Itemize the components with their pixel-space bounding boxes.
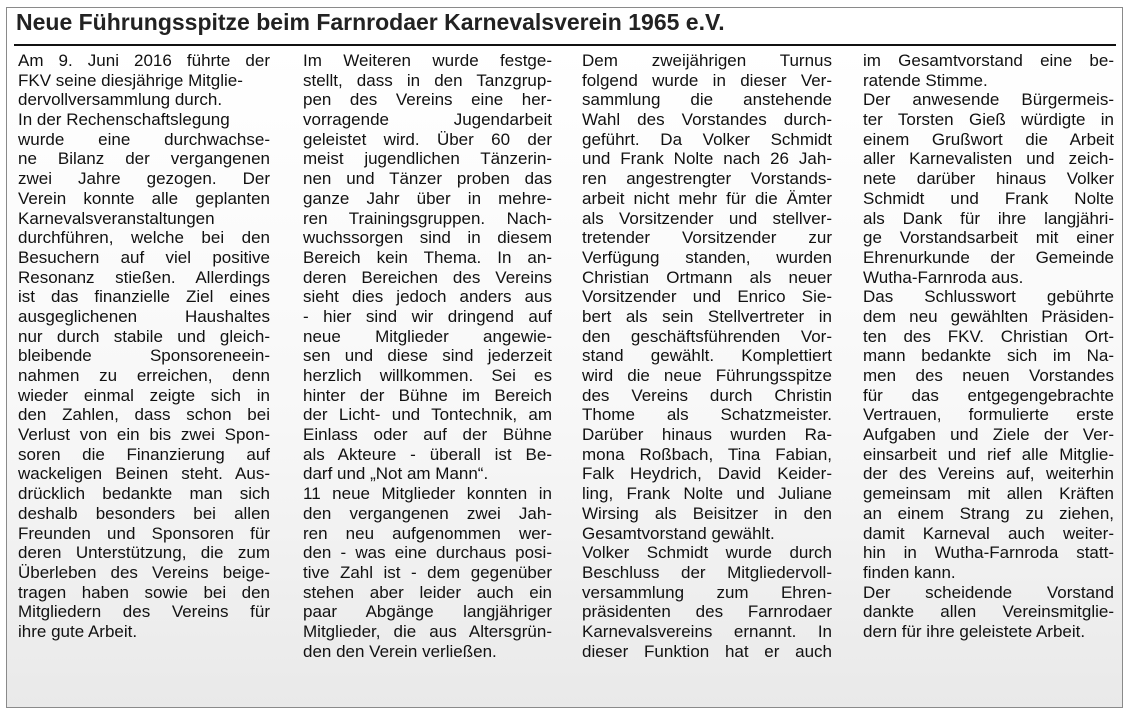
text-line: ihre gute Arbeit.	[18, 621, 138, 641]
text-line: ganze Jahr über in mehre-	[303, 188, 552, 208]
text-line: Falk Heydrich, David Keider-	[582, 464, 832, 484]
text-line: nur durch stabile und gleich-	[18, 326, 270, 346]
text-line: Das Schlusswort gebührte	[863, 287, 1114, 307]
text-line: Wirsing als Beisitzer in den	[582, 503, 832, 523]
text-line: Wutha-Farnroda aus.	[863, 267, 1024, 287]
text-line: ratende Stimme.	[863, 70, 988, 90]
text-line: Im Weiteren wurde festge-	[303, 51, 552, 70]
text-line: Dem zweijährigen Turnus	[582, 51, 832, 70]
text-line: deren Unterstützung, die zum	[18, 543, 270, 563]
text-line: des Vereins durch Christin	[582, 385, 832, 405]
text-line: drücklich bedankte man sich	[18, 484, 270, 504]
text-line: 11 neue Mitglieder konnten in	[303, 484, 552, 504]
text-line: einem Grußwort die Arbeit	[863, 129, 1114, 149]
text-line: hin in Wutha-Farnroda statt-	[863, 543, 1114, 563]
text-line: pen des Vereins eine her-	[303, 90, 552, 110]
text-line: paar Abgänge langjähriger	[303, 602, 552, 622]
text-line: als Akteure - überall ist Be-	[303, 444, 552, 464]
text-line: In der Rechenschaftslegung	[18, 110, 230, 130]
text-line: wird die neue Führungsspitze	[582, 366, 832, 385]
text-line: ausgeglichenen Haushaltes	[18, 306, 270, 326]
text-line: ge Vorstandsarbeit mit einer	[863, 228, 1114, 248]
article-column-2	[303, 51, 552, 661]
text-line: Mitgliedern des Vereins für	[18, 602, 270, 622]
text-line: Der scheidende Vorstand	[863, 582, 1114, 602]
text-line: folgend wurde in dieser Ver-	[582, 70, 832, 90]
text-line: ren Trainingsgruppen. Nach-	[303, 208, 552, 228]
text-line: tive Zahl ist - dem gegenüber	[303, 562, 552, 582]
text-line: Verfügung standen, wurden	[582, 247, 832, 267]
text-line: ren neu aufgenommen wer-	[303, 523, 552, 543]
text-line: Beschluss der Mitgliedervoll-	[582, 562, 832, 582]
text-line: ren angestrengter Vorstands-	[582, 169, 832, 189]
text-line: deren Bereichen des Vereins	[303, 267, 552, 287]
text-line: FKV seine diesjährige Mitglie-	[18, 70, 243, 90]
text-line: sieht dies jedoch anders aus	[303, 287, 552, 307]
text-line: ter Torsten Gieß würdigte in	[863, 110, 1114, 130]
text-line: einsarbeit und rief alle Mitglie-	[863, 444, 1114, 464]
text-line: dieser Funktion hat er auch	[582, 641, 832, 661]
text-line: für das entgegengebrachte	[863, 385, 1114, 405]
text-line: Überleben des Vereins beige-	[18, 562, 270, 582]
text-line: finden kann.	[863, 562, 956, 582]
text-line: wackeligen Beinen steht. Aus-	[18, 464, 270, 484]
text-line: dankte allen Vereinsmitglie-	[863, 602, 1114, 622]
text-line: der des Vereins auf, weiterhin	[863, 464, 1114, 484]
text-line: als Dank für ihre langjähri-	[863, 208, 1114, 228]
text-line: durchführen, welche bei den	[18, 228, 270, 248]
text-line: Besuchern auf viel positive	[18, 247, 270, 267]
text-line: Karnevalsvereins ernannt. In	[582, 621, 832, 641]
text-line: der Licht- und Tontechnik, am	[303, 405, 552, 425]
text-line: nahmen zu erreichen, denn	[18, 366, 270, 385]
text-line: darf und „Not am Mann“.	[303, 464, 489, 484]
text-line: Volker Schmidt wurde durch	[582, 543, 832, 563]
text-line: Verein konnte alle geplanten	[18, 188, 270, 208]
text-line: Bereich kein Thema. In an-	[303, 247, 552, 267]
text-line: an einem Strang zu ziehen,	[863, 503, 1114, 523]
text-line: ist das finanzielle Ziel eines	[18, 287, 270, 307]
text-line: men des neuen Vorstandes	[863, 366, 1114, 385]
text-line: ten des FKV. Christian Ort-	[863, 326, 1114, 346]
article-column-3	[582, 51, 832, 661]
text-line: hinter der Bühne im Bereich	[303, 385, 552, 405]
text-line: präsidenten des Farnrodaer	[582, 602, 832, 622]
text-line: versammlung zum Ehren-	[582, 582, 832, 602]
text-line: wuchssorgen sind in diesem	[303, 228, 552, 248]
text-line: bert als sein Stellvertreter in	[582, 306, 832, 326]
text-line: damit Karneval auch weiter-	[863, 523, 1114, 543]
text-line: geleistet wird. Über 60 der	[303, 129, 552, 149]
text-line: Aufgaben und Ziele der Ver-	[863, 425, 1114, 445]
text-line: Mitglieder, die aus Altersgrün-	[303, 621, 552, 641]
text-line: Wahl des Vorstandes durch-	[582, 110, 832, 130]
text-line: Der anwesende Bürgermeis-	[863, 90, 1114, 110]
text-line: im Gesamtvorstand eine be-	[863, 51, 1114, 70]
text-line: vorragende Jugendarbeit	[303, 110, 552, 130]
text-line: Einlass oder auf der Bühne	[303, 425, 552, 445]
text-line: bleibende Sponsoreneein-	[18, 346, 270, 366]
text-line: geführt. Da Volker Schmidt	[582, 129, 832, 149]
text-line: Verlust von ein bis zwei Spon-	[18, 425, 270, 445]
text-line: ne Bilanz der vergangenen	[18, 149, 270, 169]
text-line: aller Karnevalisten und zeich-	[863, 149, 1114, 169]
text-line: sen und diese sind jederzeit	[303, 346, 552, 366]
text-line: tragen haben sowie bei den	[18, 582, 270, 602]
text-line: stand gewählt. Komplettiert	[582, 346, 832, 366]
text-line: gemeinsam mit allen Kräften	[863, 484, 1114, 504]
text-line: deshalb besonders bei allen	[18, 503, 270, 523]
text-line: Gesamtvorstand gewählt.	[582, 523, 775, 543]
text-line: den geschäftsführenden Vor-	[582, 326, 832, 346]
text-line: dem neu gewählten Präsiden-	[863, 306, 1114, 326]
text-line: Am 9. Juni 2016 führte der	[18, 51, 270, 70]
text-line: neue Mitglieder angewie-	[303, 326, 552, 346]
text-line: soren die Finanzierung auf	[18, 444, 270, 464]
text-line: Karnevalsveranstaltungen	[18, 208, 215, 228]
article-headline: Neue Führungsspitze beim Farnrodaer Karnevalsverein 1965 e.V.	[16, 9, 725, 35]
text-line: zwei Jahre gezogen. Der	[18, 169, 270, 189]
text-line: meist jugendlichen Tänzerin-	[303, 149, 552, 169]
text-line: Vertrauen, formulierte erste	[863, 405, 1114, 425]
headline-rule	[14, 44, 1116, 46]
article-column-1	[18, 51, 270, 642]
text-line: den Zahlen, dass schon bei	[18, 405, 270, 425]
text-line: den - was eine durchaus posi-	[303, 543, 552, 563]
text-line: stehen aber leider auch ein	[303, 582, 552, 602]
text-line: wieder einmal zeigte sich in	[18, 385, 270, 405]
text-line: Darüber hinaus wurden Ra-	[582, 425, 832, 445]
text-line: tretender Vorsitzender zur	[582, 228, 832, 248]
text-line: nen und Tänzer proben das	[303, 169, 552, 189]
text-line: stellt, dass in den Tanzgrup-	[303, 70, 552, 90]
text-line: herzlich willkommen. Sei es	[303, 366, 552, 385]
text-line: den den Verein verließen.	[303, 641, 497, 661]
text-line: Freunden und Sponsoren für	[18, 523, 270, 543]
text-line: wurde eine durchwachse-	[18, 129, 270, 149]
text-line: Thome als Schatzmeister.	[582, 405, 832, 425]
text-line: - hier sind wir dringend auf	[303, 306, 552, 326]
text-line: ling, Frank Nolte und Juliane	[582, 484, 832, 504]
text-line: mann bedankte sich im Na-	[863, 346, 1114, 366]
text-line: Resonanz stießen. Allerdings	[18, 267, 270, 287]
text-line: Vorsitzender und Enrico Sie-	[582, 287, 832, 307]
text-line: und Frank Nolte nach 26 Jah-	[582, 149, 832, 169]
text-line: Ehrenurkunde der Gemeinde	[863, 247, 1114, 267]
text-line: den vergangenen zwei Jah-	[303, 503, 552, 523]
text-line: Schmidt und Frank Nolte	[863, 188, 1114, 208]
text-line: nete darüber hinaus Volker	[863, 169, 1114, 189]
article-column-4	[863, 51, 1114, 642]
text-line: dern für ihre geleistete Arbeit.	[863, 621, 1086, 641]
text-line: sammlung die anstehende	[582, 90, 832, 110]
text-line: arbeit nicht mehr für die Ämter	[582, 188, 832, 208]
text-line: mona Roßbach, Tina Fabian,	[582, 444, 832, 464]
text-line: dervollversammlung durch.	[18, 90, 223, 110]
text-line: Christian Ortmann als neuer	[582, 267, 832, 287]
text-line: als Vorsitzender und stellver-	[582, 208, 832, 228]
